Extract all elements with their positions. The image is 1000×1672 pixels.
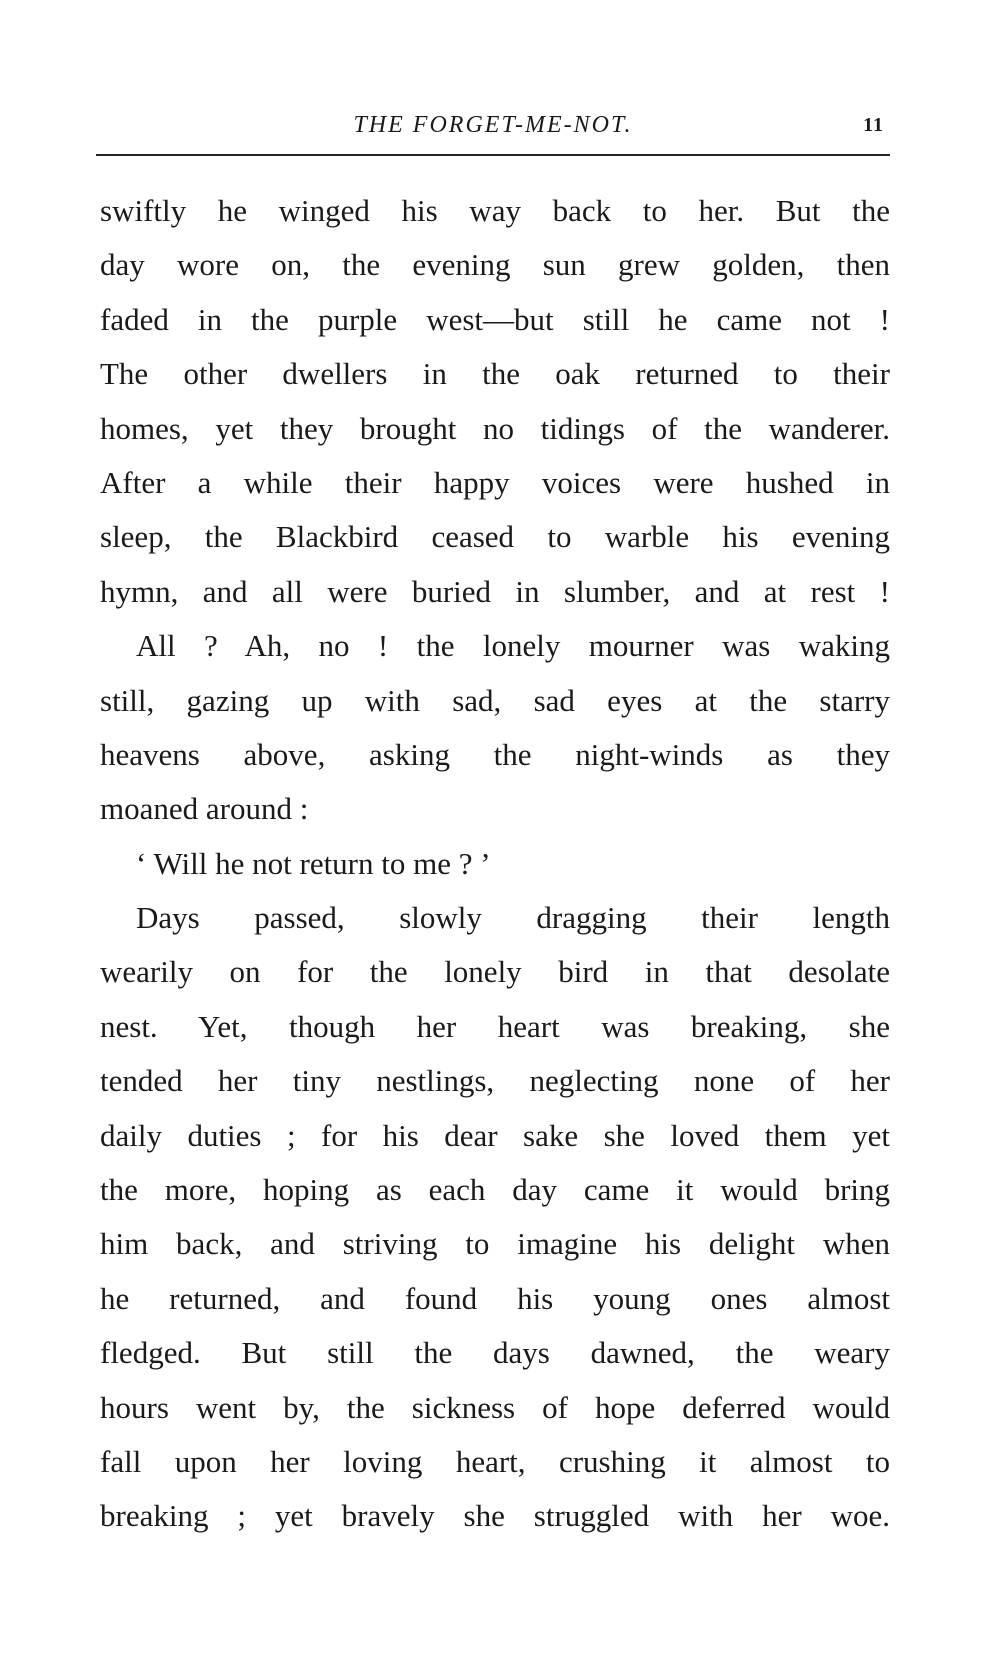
text-line: The other dwellers in the oak returned to their (100, 356, 890, 392)
text-line: moaned around : (100, 791, 309, 827)
text-line: All ? Ah, no ! the lonely mourner was waking (136, 628, 890, 664)
text-line: sleep, the Blackbird ceased to warble his evening (100, 519, 890, 555)
text-line: fall upon her loving heart, crushing it almost to (100, 1443, 890, 1479)
text-line: ‘ Will he not return to me ? ’ (136, 845, 491, 881)
text-line: hours went by, the sickness of hope deferred would (100, 1389, 890, 1425)
text-line: homes, yet they brought no tidings of the wanderer. (100, 410, 890, 446)
text-line: heavens above, asking the night-winds as they (100, 736, 890, 772)
running-head (96, 112, 890, 152)
text-line: day wore on, the evening sun grew golden, then (100, 247, 890, 283)
text-line: After a while their happy voices were hushed in (100, 464, 890, 500)
text-line: fledged. But still the days dawned, the weary (100, 1335, 890, 1371)
text-line: Days passed, slowly dragging their length (136, 900, 890, 936)
body-text (100, 184, 890, 1544)
text-line: daily duties ; for his dear sake she loved them yet (100, 1117, 890, 1153)
text-line: the more, hoping as each day came it would bring (100, 1172, 890, 1208)
text-line: wearily on for the lonely bird in that desolate (100, 954, 890, 990)
text-line: he returned, and found his young ones almost (100, 1280, 890, 1316)
header-rule (96, 154, 890, 156)
text-line: swiftly he winged his way back to her. But the (100, 193, 890, 228)
running-title: THE FORGET-ME-NOT. (353, 112, 633, 138)
text-line: him back, and striving to imagine his delight when (100, 1226, 890, 1262)
text-line: nest. Yet, though her heart was breaking, she (100, 1008, 890, 1044)
text-line: breaking ; yet bravely she struggled with her woe. (100, 1498, 890, 1534)
page-number: 11 (863, 114, 884, 136)
text-line: still, gazing up with sad, sad eyes at the starry (100, 682, 890, 718)
text-line: faded in the purple west—but still he came not ! (100, 301, 890, 337)
text-line: tended her tiny nestlings, neglecting none of her (100, 1063, 890, 1099)
text-line: hymn, and all were buried in slumber, and at rest ! (100, 573, 890, 609)
